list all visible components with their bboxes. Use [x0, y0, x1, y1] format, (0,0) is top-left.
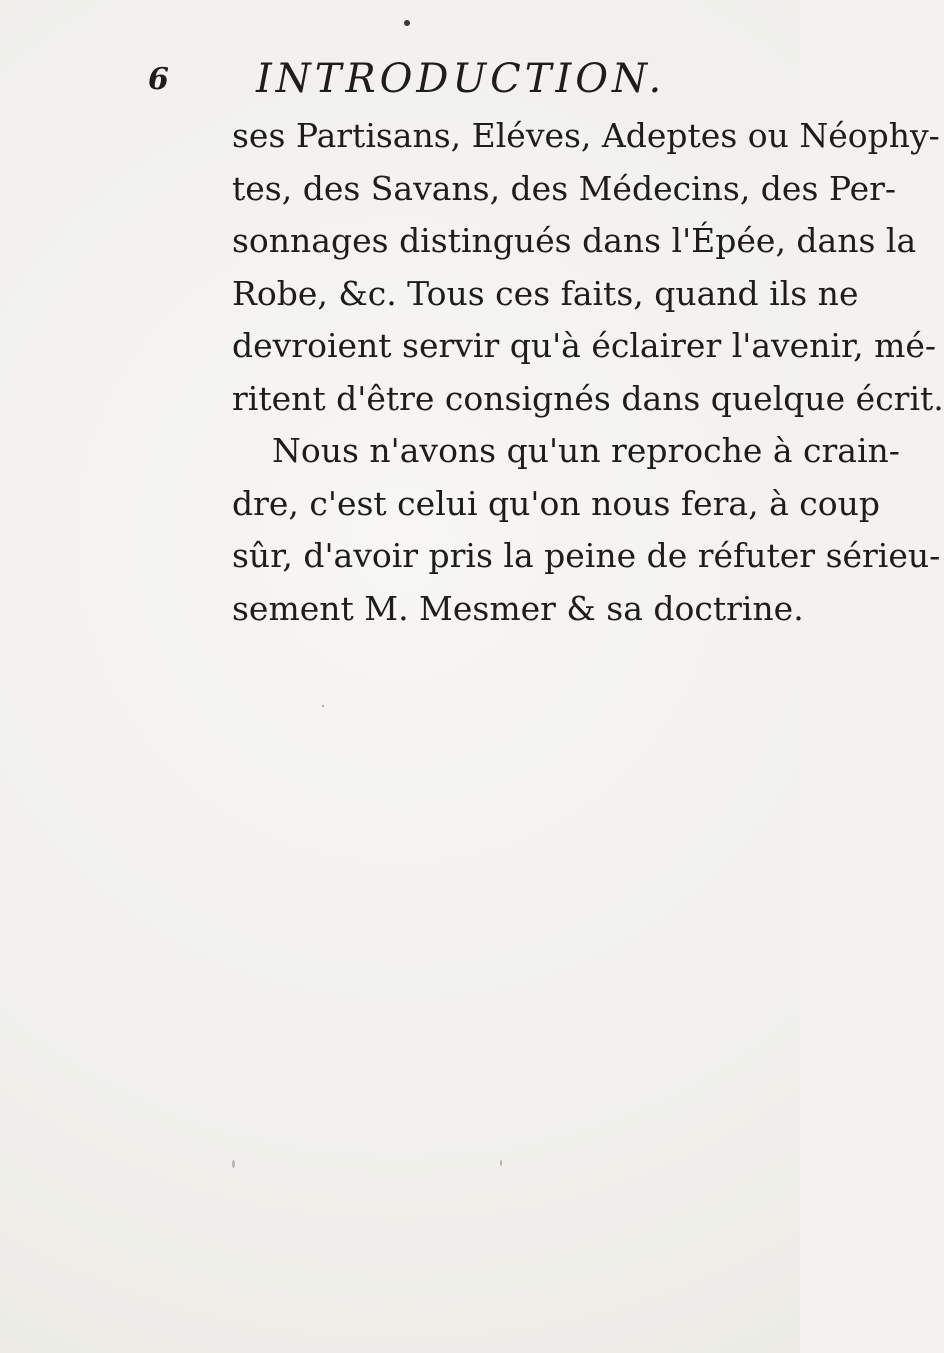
- text-line-paragraph-start: Nous n'avons qu'un reproche à crain-: [272, 431, 900, 470]
- text-line: tes, des Savans, des Médecins, des Per-: [232, 168, 897, 208]
- text-line: ses Partisans, Eléves, Adeptes ou Néophy-: [232, 116, 940, 155]
- text-line: sûr, d'avoir pris la peine de réfuter sérieu-: [232, 536, 941, 575]
- ink-speck: [232, 1160, 235, 1168]
- body-text: [232, 110, 944, 635]
- text-line: ritent d'être consignés dans quelque écrit.: [232, 378, 944, 418]
- text-line: sonnages distingués dans l'Épée, dans la: [232, 221, 917, 260]
- running-head-title: INTRODUCTION.: [256, 56, 666, 102]
- running-head: [0, 56, 800, 102]
- page-number: 6: [148, 62, 169, 97]
- text-line: sement M. Mesmer & sa doctrine.: [232, 588, 804, 628]
- text-line: Robe, &c. Tous ces faits, quand ils ne: [232, 273, 859, 313]
- text-line: dre, c'est celui qu'on nous fera, à coup: [232, 483, 880, 523]
- ink-speck: [404, 20, 410, 26]
- ink-speck: [322, 705, 324, 707]
- text-line: devroient servir qu'à éclairer l'avenir, mé-: [232, 326, 937, 365]
- ink-speck: [500, 1160, 502, 1166]
